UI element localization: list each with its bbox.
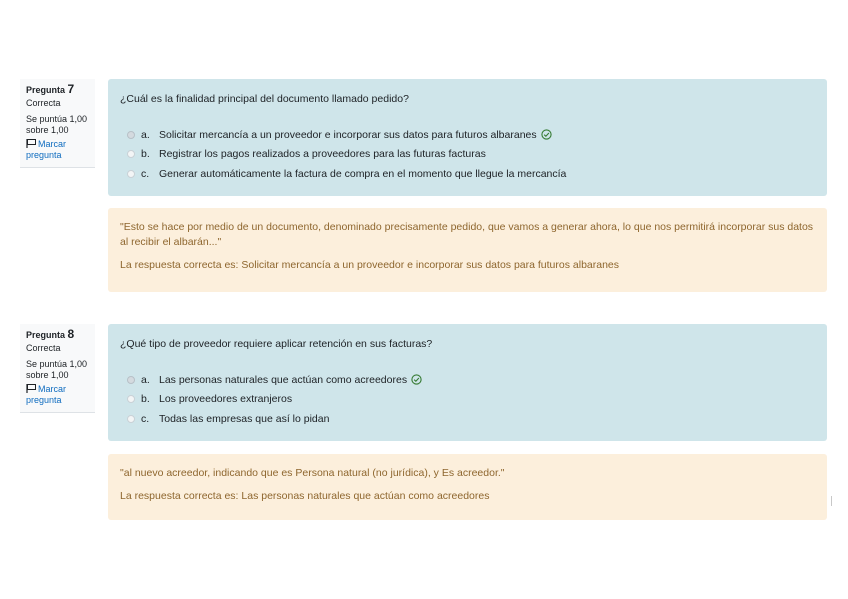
question-feedback: [108, 454, 827, 520]
right-answer: La respuesta correcta es: Solicitar mercancía a un proveedor e incorporar sus datos para futuros albaranes: [120, 259, 620, 271]
flag-icon: [26, 384, 37, 393]
question-number: Pregunta 7: [26, 82, 75, 96]
question-state: Correcta: [26, 98, 61, 108]
question-number: Pregunta 8: [26, 327, 75, 341]
general-feedback: "al nuevo acreedor, indicando que es Persona natural (no jurídica), y Es acreedor.": [120, 467, 505, 479]
answer-text: Las personas naturales que actúan como acreedores: [159, 373, 408, 386]
answer-options: [120, 125, 815, 184]
answer-text: Los proveedores extranjeros: [159, 393, 293, 406]
answer-option-b[interactable]: b. Registrar los pagos realizados a proveedores para las futuras facturas: [120, 145, 815, 165]
radio-button[interactable]: [127, 376, 135, 384]
answer-option-a[interactable]: a. Las personas naturales que actúan como acreedores: [120, 370, 815, 390]
answer-option-c[interactable]: c. Generar automáticamente la factura de compra en el momento que llegue la mercancía: [120, 164, 815, 184]
radio-button[interactable]: [127, 131, 135, 139]
radio-button[interactable]: [127, 415, 135, 423]
answer-text: Generar automáticamente la factura de compra en el momento que llegue la mercancía: [159, 167, 567, 180]
check-circle-icon: [411, 374, 422, 385]
question-grade: Se puntúa 1,00 sobre 1,00: [26, 359, 88, 380]
radio-button[interactable]: [127, 395, 135, 403]
answer-option-a[interactable]: a. Solicitar mercancía a un proveedor e incorporar sus datos para futuros albaranes: [120, 125, 815, 145]
question-state: Correcta: [26, 343, 61, 353]
question-feedback: [108, 208, 827, 292]
answer-options: [120, 370, 815, 429]
question-info: [20, 324, 95, 413]
scrollbar-mark: [831, 496, 832, 506]
question-text: ¿Qué tipo de proveedor requiere aplicar retención en sus facturas?: [120, 338, 433, 350]
radio-button[interactable]: [127, 150, 135, 158]
question-formulation: [108, 324, 827, 441]
radio-button[interactable]: [127, 170, 135, 178]
answer-text: Registrar los pagos realizados a proveedores para las futuras facturas: [159, 148, 486, 161]
question-text: ¿Cuál es la finalidad principal del documento llamado pedido?: [120, 93, 409, 105]
question-info: [20, 79, 95, 168]
general-feedback: "Esto se hace por medio de un documento, denominado precisamente pedido, que vamos a generar ahora, lo que nos permitirá incorporar sus datos al recibir el albarán...": [120, 221, 814, 248]
check-circle-icon: [541, 129, 552, 140]
question-grade: Se puntúa 1,00 sobre 1,00: [26, 114, 88, 135]
flag-question-link[interactable]: Marcar pregunta: [26, 384, 67, 405]
right-answer: La respuesta correcta es: Las personas naturales que actúan como acreedores: [120, 490, 490, 502]
answer-option-b[interactable]: b. Los proveedores extranjeros: [120, 390, 815, 410]
answer-text: Solicitar mercancía a un proveedor e incorporar sus datos para futuros albaranes: [159, 128, 537, 141]
answer-option-c[interactable]: c. Todas las empresas que así lo pidan: [120, 409, 815, 429]
answer-text: Todas las empresas que así lo pidan: [159, 412, 330, 425]
flag-question-link[interactable]: Marcar pregunta: [26, 139, 67, 160]
flag-icon: [26, 139, 37, 148]
question-formulation: [108, 79, 827, 196]
